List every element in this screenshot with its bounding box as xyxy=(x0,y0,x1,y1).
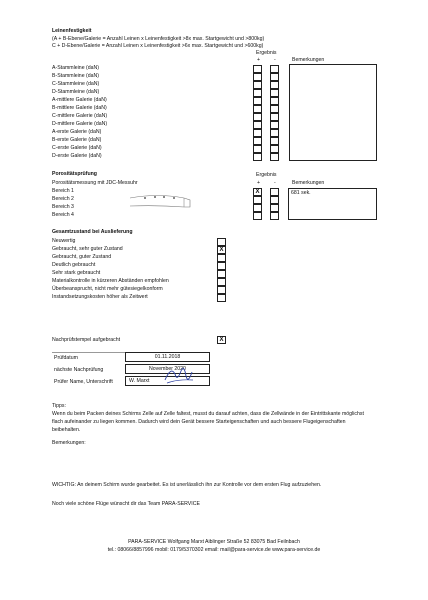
condition-checkbox[interactable] xyxy=(217,262,226,270)
inspector-name: W. Marxt xyxy=(129,378,150,384)
tensile-plus-checkbox[interactable] xyxy=(253,153,262,161)
porosity-minus-checkbox[interactable] xyxy=(270,188,279,196)
stamp-checkbox[interactable]: X xyxy=(217,336,226,344)
tensile-row-label: C-mittlere Galerie (daN) xyxy=(52,113,108,119)
tensile-plus-checkbox[interactable] xyxy=(253,113,262,121)
tensile-minus-checkbox[interactable] xyxy=(270,97,279,105)
tensile-minus-checkbox[interactable] xyxy=(270,65,279,73)
tensile-plus-checkbox[interactable] xyxy=(253,129,262,137)
tensile-row-label: A-erste Galerie (daN) xyxy=(52,129,102,135)
porosity-remarks-box[interactable] xyxy=(288,188,377,220)
condition-checkbox[interactable]: X xyxy=(217,246,226,254)
porosity-plus-checkbox[interactable]: X xyxy=(253,188,262,196)
tensile-plus-checkbox[interactable] xyxy=(253,145,262,153)
tensile-minus-checkbox[interactable] xyxy=(270,73,279,81)
tensile-remarks-header: Bemerkungen xyxy=(292,57,325,63)
inspection-date-field[interactable]: 01.11.2018 xyxy=(125,352,210,362)
tensile-result-header: Ergebnis xyxy=(256,50,277,56)
tensile-row-label: D-mittlere Galerie (daN) xyxy=(52,121,108,127)
tensile-plus-checkbox[interactable] xyxy=(253,89,262,97)
tensile-row-label: C-Stammleine (daN) xyxy=(52,81,100,87)
porosity-result-header: Ergebnis xyxy=(256,172,277,178)
tensile-plus-checkbox[interactable] xyxy=(253,81,262,89)
tensile-row-label: D-Stammleine (daN) xyxy=(52,89,100,95)
tensile-row-label: B-mittlere Galerie (daN) xyxy=(52,105,107,111)
condition-checkbox[interactable] xyxy=(217,254,226,262)
porosity-remarks-header: Bemerkungen xyxy=(292,180,325,186)
tensile-minus-checkbox[interactable] xyxy=(270,129,279,137)
next-inspection-field[interactable]: November 2020 xyxy=(125,364,210,374)
tensile-plus-checkbox[interactable] xyxy=(253,121,262,129)
condition-item-label: Neuwertig xyxy=(52,238,76,244)
porosity-row-label: Bereich 1 xyxy=(52,188,74,194)
tensile-plus-checkbox[interactable] xyxy=(253,65,262,73)
tensile-row-label: D-erste Galerie (daN) xyxy=(52,153,102,159)
tensile-row-label: B-Stammleine (daN) xyxy=(52,73,99,79)
tensile-minus-checkbox[interactable] xyxy=(270,89,279,97)
tensile-minus-checkbox[interactable] xyxy=(270,113,279,121)
stamp-label: Nachprüfstempel aufgebracht xyxy=(52,337,121,343)
porosity-plus-checkbox[interactable] xyxy=(253,204,262,212)
condition-item-label: Überbeansprucht, nicht mehr gütesiegelkonform xyxy=(52,286,163,292)
tensile-formula-cd: C + D-Ebene/Galerie = Anzahl Leinen x Leinenfestigkeit >6x max. Startgewicht und >600kg) xyxy=(52,43,264,49)
condition-item-label: Materialkontrolle in kürzeren Abständen empfohlen xyxy=(52,278,169,284)
condition-checkbox[interactable] xyxy=(217,294,226,302)
remarks-label: Bemerkungen: xyxy=(52,440,86,446)
porosity-plus-checkbox[interactable] xyxy=(253,212,262,220)
porosity-plus-checkbox[interactable] xyxy=(253,196,262,204)
next-inspection-label: nächste Nachprüfung xyxy=(54,367,104,373)
porosity-method: Porositätsmessung mit JDC-Messuhr xyxy=(52,180,138,186)
tensile-minus-header: - xyxy=(274,57,276,63)
porosity-minus-checkbox[interactable] xyxy=(270,196,279,204)
tensile-minus-checkbox[interactable] xyxy=(270,105,279,113)
porosity-row-label: Bereich 4 xyxy=(52,212,74,218)
condition-item-label: Gebraucht, guter Zustand xyxy=(52,254,112,260)
tensile-plus-checkbox[interactable] xyxy=(253,105,262,113)
footer-address: PARA-SERVICE Wolfgang Marxt Aiblinger Straße 52 83075 Bad Feilnbach xyxy=(128,539,300,545)
tensile-minus-checkbox[interactable] xyxy=(270,137,279,145)
tips-text-3: beibehalten. xyxy=(52,427,81,433)
tensile-minus-checkbox[interactable] xyxy=(270,153,279,161)
tensile-row-label: B-erste Galerie (daN) xyxy=(52,137,102,143)
condition-checkbox[interactable] xyxy=(217,286,226,294)
condition-item-label: Gebraucht, sehr guter Zustand xyxy=(52,246,123,252)
tensile-formula-ab: (A + B-Ebene/Galerie = Anzahl Leinen x Leinenfestigkeit >8x max. Startgewicht und >800kg) xyxy=(52,36,265,42)
tips-text-1: Wenn du beim Packen deines Schirms Zelle auf Zelle faltest, musst du darauf achten, dass die Zellwände in der Eintrittskante möglichst xyxy=(52,411,364,417)
tensile-plus-checkbox[interactable] xyxy=(253,137,262,145)
farewell-text: Noch viele schöne Flüge wünscht dir das Team PARA-SERVICE xyxy=(52,501,200,507)
tensile-plus-header: + xyxy=(257,57,261,63)
condition-title: Gesamtzustand bei Auslieferung xyxy=(52,229,133,235)
condition-item-label: Sehr stark gebraucht xyxy=(52,270,101,276)
tensile-plus-checkbox[interactable] xyxy=(253,97,262,105)
inspector-label: Prüfer Name, Unterschrift xyxy=(54,379,113,385)
porosity-plus-header: + xyxy=(257,180,261,186)
tips-title: Tipps: xyxy=(52,403,66,409)
condition-checkbox[interactable] xyxy=(217,270,226,278)
condition-item-label: Deutlich gebraucht xyxy=(52,262,96,268)
tensile-title: Leinenfestigkeit xyxy=(52,28,92,34)
tensile-minus-checkbox[interactable] xyxy=(270,121,279,129)
condition-checkbox[interactable] xyxy=(217,278,226,286)
tips-text-2: flach aufeinander zu liegen kommen. Dadurch wird dein Gerät bessere Starteigenschaften und auch bessere Flugeigenschaften xyxy=(52,419,346,425)
condition-checkbox[interactable] xyxy=(217,238,226,246)
tensile-row-label: C-erste Galerie (daN) xyxy=(52,145,102,151)
warning-text: WICHTIG: An deinem Schirm wurde gearbeitet. Es ist unerlässlich ihn zur Kontrolle vor dem ersten Flug aufzuziehen. xyxy=(52,482,322,488)
porosity-minus-checkbox[interactable] xyxy=(270,212,279,220)
wing-sketch-icon xyxy=(128,192,198,214)
porosity-remark-text: 681 sek. xyxy=(291,190,311,196)
tensile-remarks-box[interactable] xyxy=(289,64,377,161)
porosity-minus-header: - xyxy=(274,180,276,186)
porosity-minus-checkbox[interactable] xyxy=(270,204,279,212)
tensile-plus-checkbox[interactable] xyxy=(253,73,262,81)
tensile-row-label: A-Stammleine (daN) xyxy=(52,65,99,71)
tensile-minus-checkbox[interactable] xyxy=(270,145,279,153)
tensile-row-label: A-mittlere Galerie (daN) xyxy=(52,97,107,103)
tensile-minus-checkbox[interactable] xyxy=(270,81,279,89)
porosity-row-label: Bereich 2 xyxy=(52,196,74,202)
porosity-row-label: Bereich 3 xyxy=(52,204,74,210)
inspection-date-label: Prüfdatum xyxy=(54,355,78,361)
footer-contact: tel.: 08066/8857996 mobil: 0179/5370302 email: mail@para-service.de www.para-service.de xyxy=(107,547,321,553)
condition-item-label: Instandsetzungskosten höher als Zeitwert xyxy=(52,294,148,300)
signature-icon xyxy=(162,362,196,390)
porosity-title: Porositätsprüfung xyxy=(52,171,97,177)
